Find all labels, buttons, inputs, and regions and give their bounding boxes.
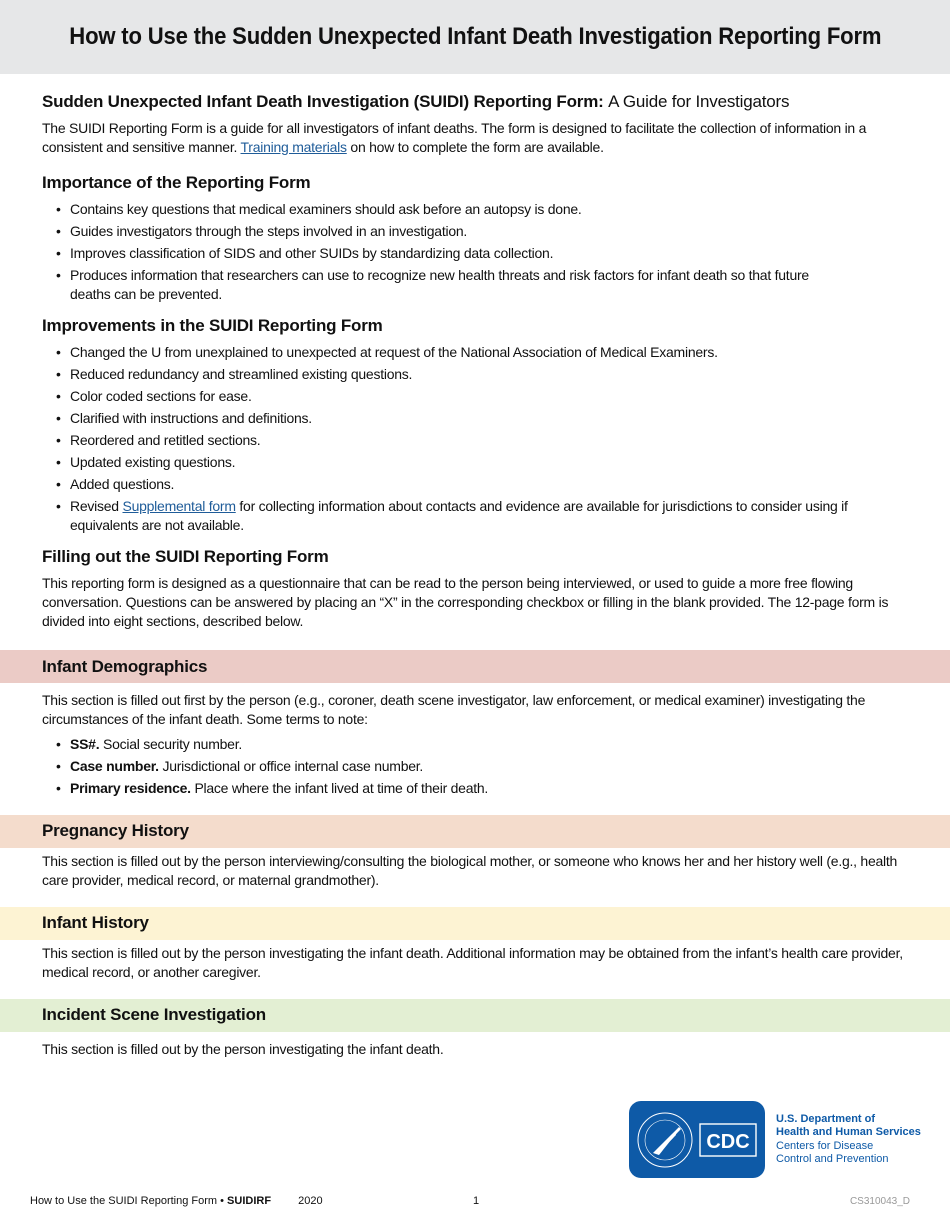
intro-text: The SUIDI Reporting Form is a guide for all investigators of infant deaths. The form is designed to facilitate the collection of information in a consistent and sensitive manner. <box>42 120 867 155</box>
intro-paragraph <box>42 119 908 157</box>
dept-text <box>776 1113 921 1167</box>
filling-paragraph: This reporting form is designed as a questionnaire that can be read to the person being interviewed, or used to guide a more free flowing conversation. Questions can be answered by placing an “X” in the corresponding checkbox or filling in the blank provided. The 12-page form is divided into eight sections, described below. <box>42 575 889 629</box>
term: Case number. <box>70 758 159 774</box>
dept-line2: Health and Human Services <box>776 1126 921 1138</box>
terms-list <box>42 735 908 798</box>
list-item: • Changed the U from unexplained to unexpected at request of the National Association of Medical Examiners. <box>42 343 908 362</box>
pregnancy-paragraph: This section is filled out by the person interviewing/consulting the biological mother, or someone who knows her and her history well (e.g., health care provider, medical record, or maternal grandmother). <box>42 852 898 888</box>
section-title: Pregnancy History <box>42 821 189 840</box>
footer-title <box>30 1195 323 1207</box>
section-band-infant-demographics <box>0 650 950 683</box>
filling-heading: Filling out the SUIDI Reporting Form <box>42 547 329 566</box>
list-item <box>42 779 908 798</box>
list-item <box>42 735 908 754</box>
cdc-wordmark: CDC <box>706 1131 750 1153</box>
importance-heading: Importance of the Reporting Form <box>42 173 311 192</box>
list-item: • Improves classification of SIDS and other SUIDs by standardizing data collection. <box>42 244 908 263</box>
list-item <box>42 757 908 776</box>
page-number: 1 <box>473 1195 480 1207</box>
term: Primary residence. <box>70 780 191 796</box>
revised-text-after: for collecting information about contacts and evidence are available for jurisdictions to consider using if equivalents are not available. <box>70 498 848 533</box>
page-title: How to Use the Sudden Unexpected Infant Death Investigation Reporting Form <box>68 23 881 50</box>
section-title: Infant History <box>42 913 149 932</box>
list-item: • Reordered and retitled sections. <box>42 431 908 450</box>
dept-line1: U.S. Department of <box>776 1112 876 1125</box>
list-item <box>42 497 908 534</box>
cdc-line2: Control and Prevention <box>776 1153 889 1165</box>
section-band-pregnancy-history <box>0 815 950 848</box>
list-item: • Updated existing questions. <box>42 453 908 472</box>
list-item: • Guides investigators through the steps involved in an investigation. <box>42 222 908 241</box>
supplemental-form-link[interactable]: Supplemental form <box>122 498 236 514</box>
footer-doc-title: How to Use the SUIDI Reporting Form • <box>30 1195 224 1207</box>
definition: Social security number. <box>103 736 242 752</box>
section-title: Infant Demographics <box>42 656 208 676</box>
hhs-cdc-logo <box>629 1101 921 1178</box>
demographics-paragraph: This section is filled out first by the person (e.g., coroner, death scene investigator, law enforcement, or medical examiner) investigating the circumstances of the infant death. Some terms to note: <box>42 692 866 727</box>
revised-text: Revised <box>70 498 119 514</box>
infant-history-paragraph: This section is filled out by the person investigating the infant death. Additional information may be obtained from the infant’s health care provider, medical record, or another caregiver. <box>42 944 903 980</box>
intro-section <box>0 74 950 631</box>
logo-box <box>629 1101 765 1178</box>
list-item: • Produces information that researchers can use to recognize new health threats and risk factors for infant death so that future deaths can be prevented. <box>42 266 908 303</box>
intro-heading-bold: Sudden Unexpected Infant Death Investigation (SUIDI) Reporting Form: <box>42 92 604 111</box>
cdc-line1: Centers for Disease <box>776 1139 874 1152</box>
improvements-heading: Improvements in the SUIDI Reporting Form <box>42 316 383 335</box>
catalog-number: CS310043_D <box>849 1196 910 1207</box>
incident-section <box>0 1032 950 1059</box>
list-item: • Reduced redundancy and streamlined existing questions. <box>42 365 908 384</box>
importance-list <box>42 200 908 303</box>
footer-year: 2020 <box>298 1195 323 1207</box>
footer <box>30 1195 910 1211</box>
footer-doc-code: SUIDIRF <box>227 1195 272 1207</box>
list-item: • Clarified with instructions and definitions. <box>42 409 908 428</box>
training-materials-link[interactable]: Training materials <box>240 139 347 155</box>
improvements-list <box>42 343 908 534</box>
demographics-section <box>0 683 950 798</box>
intro-heading-rest: A Guide for Investigators <box>608 92 790 111</box>
list-item: • Color coded sections for ease. <box>42 387 908 406</box>
intro-text-after: on how to complete the form are available. <box>350 139 604 155</box>
list-item: • Contains key questions that medical examiners should ask before an autopsy is done. <box>42 200 908 219</box>
definition: Place where the infant lived at time of their death. <box>194 780 489 796</box>
pregnancy-section <box>0 848 950 890</box>
section-band-infant-history <box>0 907 950 940</box>
definition: Jurisdictional or office internal case number. <box>162 758 424 774</box>
infant-history-section <box>0 940 950 982</box>
section-band-incident-scene <box>0 999 950 1032</box>
page-header <box>0 0 950 74</box>
term: SS#. <box>70 736 100 752</box>
hhs-eagle-icon <box>629 1101 765 1178</box>
section-title: Incident Scene Investigation <box>42 1005 266 1024</box>
incident-paragraph: This section is filled out by the person investigating the infant death. <box>42 1040 444 1057</box>
intro-heading <box>42 91 908 113</box>
list-item: • Added questions. <box>42 475 908 494</box>
